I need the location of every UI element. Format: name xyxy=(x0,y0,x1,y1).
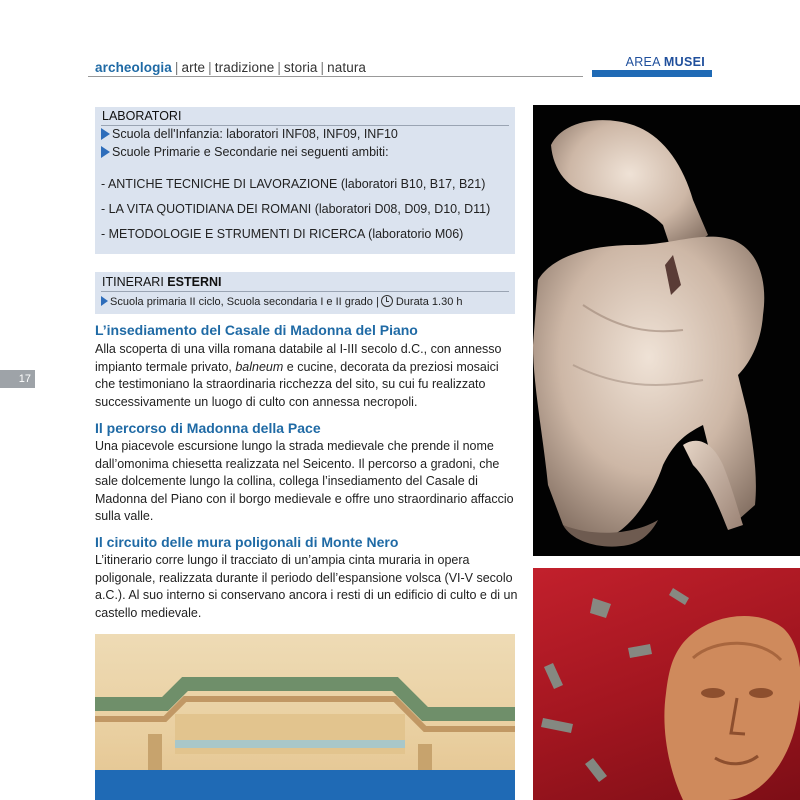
laboratori-rule xyxy=(101,125,509,126)
page-number: 17 xyxy=(0,370,35,388)
laboratori-ambito: - METODOLOGIE E STRUMENTI DI RICERCA (laboratorio M06) xyxy=(101,227,464,241)
statue-image xyxy=(533,105,800,556)
itinerari-separator: | xyxy=(375,296,379,308)
section-heading: Il circuito delle mura poligonali di Monte Nero xyxy=(95,534,399,550)
itinerari-target: Scuola primaria II ciclo, Scuola secondaria I e II grado xyxy=(110,296,373,308)
laboratori-box xyxy=(95,107,515,254)
header-rule xyxy=(88,76,583,77)
section-body: Alla scoperta di una villa romana databile al I-III secolo d.C., con annesso impianto termale privato, balneum e cucine, decorata da preziosi mosaici che testimoniano la straordinaria ricchezza del sito, su cui fu realizzato successivamente un luogo di culto con annessa necropoli. xyxy=(95,342,502,409)
section-body: Una piacevole escursione lungo la strada medievale che prende il nome dall’omonima chiesetta realizzata nel Seicento. Il percorso a gradoni, che sale dolcemente lungo la collina, collega l’insediamento del Casale di Madonna del Piano con il borgo medievale e offre uno straordinario affaccio sulla valle. xyxy=(95,439,514,524)
arrow-icon xyxy=(101,146,110,158)
laboratori-item: Scuole Primarie e Secondarie nei seguenti ambiti: xyxy=(101,145,389,159)
itinerari-rule xyxy=(101,291,509,292)
arrow-icon xyxy=(101,128,110,140)
laboratori-item: Scuola dell'Infanzia: laboratori INF08, INF09, INF10 xyxy=(101,127,398,141)
nav-separator: | xyxy=(277,60,281,75)
itinerari-box xyxy=(95,272,515,314)
laboratori-title: LABORATORI xyxy=(102,109,182,123)
footer-bar xyxy=(95,770,515,800)
itinerari-duration: Durata 1.30 h xyxy=(395,296,463,308)
nav-item-natura[interactable]: natura xyxy=(327,60,367,75)
nav-item-tradizione[interactable]: tradizione xyxy=(214,60,275,75)
nav-separator: | xyxy=(174,60,179,75)
area-prefix: AREA xyxy=(625,55,661,69)
area-label xyxy=(626,55,705,69)
itinerari-title: ITINERARI ESTERNI xyxy=(102,275,222,289)
nav-separator: | xyxy=(208,60,212,75)
area-accent-bar xyxy=(592,70,712,77)
arrow-icon xyxy=(101,296,108,306)
nav-separator: | xyxy=(320,60,325,75)
section-body: L’itinerario corre lungo il tracciato di un’ampia cinta muraria in opera poligonale, realizzata durante il periodo dell’espansione volsca (VI-V secolo a.C.). Al suo interno si conservano ancora i resti di un edificio di culto e di un castello medievale. xyxy=(95,553,518,620)
nav-item-storia[interactable]: storia xyxy=(283,60,318,75)
itinerari-details xyxy=(101,295,463,308)
laboratori-ambito: - LA VITA QUOTIDIANA DEI ROMANI (laboratori D08, D09, D10, D11) xyxy=(101,202,491,216)
clock-icon xyxy=(381,295,393,307)
laboratori-ambito: - ANTICHE TECNICHE DI LAVORAZIONE (laboratori B10, B17, B21) xyxy=(101,177,486,191)
nav-item-archeologia[interactable]: archeologia xyxy=(95,60,172,75)
section-heading: L’insediamento del Casale di Madonna del Piano xyxy=(95,322,418,338)
section-heading: Il percorso di Madonna della Pace xyxy=(95,420,321,436)
area-name: MUSEI xyxy=(663,55,705,69)
statue-photo xyxy=(533,105,800,556)
mask-image xyxy=(533,568,800,800)
mask-photo xyxy=(533,568,800,800)
nav-item-arte[interactable]: arte xyxy=(181,60,206,75)
section-nav xyxy=(95,60,366,75)
